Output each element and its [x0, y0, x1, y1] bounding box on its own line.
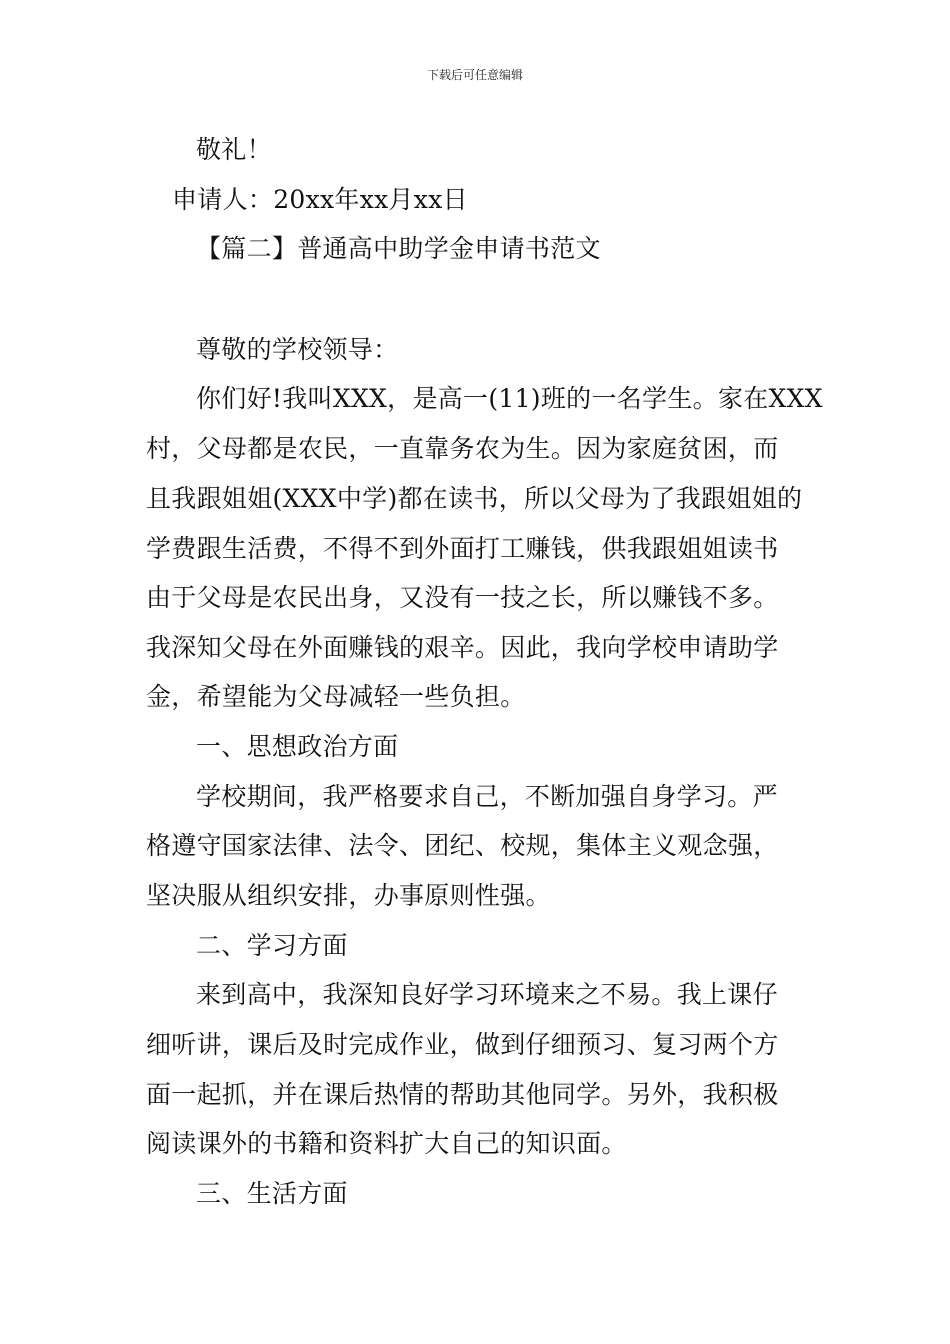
- paragraph-line: 阅读课外的书籍和资料扩大自己的知识面。: [146, 1129, 627, 1158]
- paragraph-line: 学校期间，我严格要求自己，不断加强自身学习。严: [196, 782, 778, 811]
- signature-line: 申请人：20xx年xx月xx日: [172, 185, 468, 214]
- paragraph-line: 来到高中，我深知良好学习环境来之不易。我上课仔: [196, 980, 778, 1009]
- paragraph-line: 学费跟生活费，不得不到外面打工赚钱，供我跟姐姐读书: [146, 534, 779, 563]
- paragraph-line: 村，父母都是农民，一直靠务农为生。因为家庭贫困，而: [146, 434, 779, 463]
- paragraph-line: 坚决服从组织安排，办事原则性强。: [146, 881, 551, 910]
- page-header-note: 下载后可任意编辑: [426, 68, 523, 82]
- paragraph-line: 金，希望能为父母减轻一些负担。: [146, 682, 526, 711]
- paragraph-line: 细听讲，课后及时完成作业，做到仔细预习、复习两个方: [146, 1030, 779, 1059]
- closing-line: 敬礼！: [196, 135, 272, 164]
- paragraph-line: 且我跟姐姐(XXX中学)都在读书，所以父母为了我跟姐姐的: [146, 484, 803, 513]
- section-title: 【篇二】普通高中助学金申请书范文: [196, 234, 601, 263]
- heading-life: 三、生活方面: [196, 1179, 348, 1208]
- paragraph-line: 你们好!我叫XXX，是高一(11)班的一名学生。家在XXX: [196, 384, 823, 413]
- heading-political: 一、思想政治方面: [196, 732, 399, 761]
- paragraph-line: 面一起抓，并在课后热情的帮助其他同学。另外，我积极: [146, 1080, 779, 1109]
- salutation: 尊敬的学校领导：: [196, 335, 399, 364]
- heading-study: 二、学习方面: [196, 931, 348, 960]
- paragraph-line: 格遵守国家法律、法令、团纪、校规，集体主义观念强，: [146, 831, 779, 860]
- paragraph-line: 由于父母是农民出身，又没有一技之长，所以赚钱不多。: [146, 583, 779, 612]
- paragraph-line: 我深知父母在外面赚钱的艰辛。因此，我向学校申请助学: [146, 633, 779, 662]
